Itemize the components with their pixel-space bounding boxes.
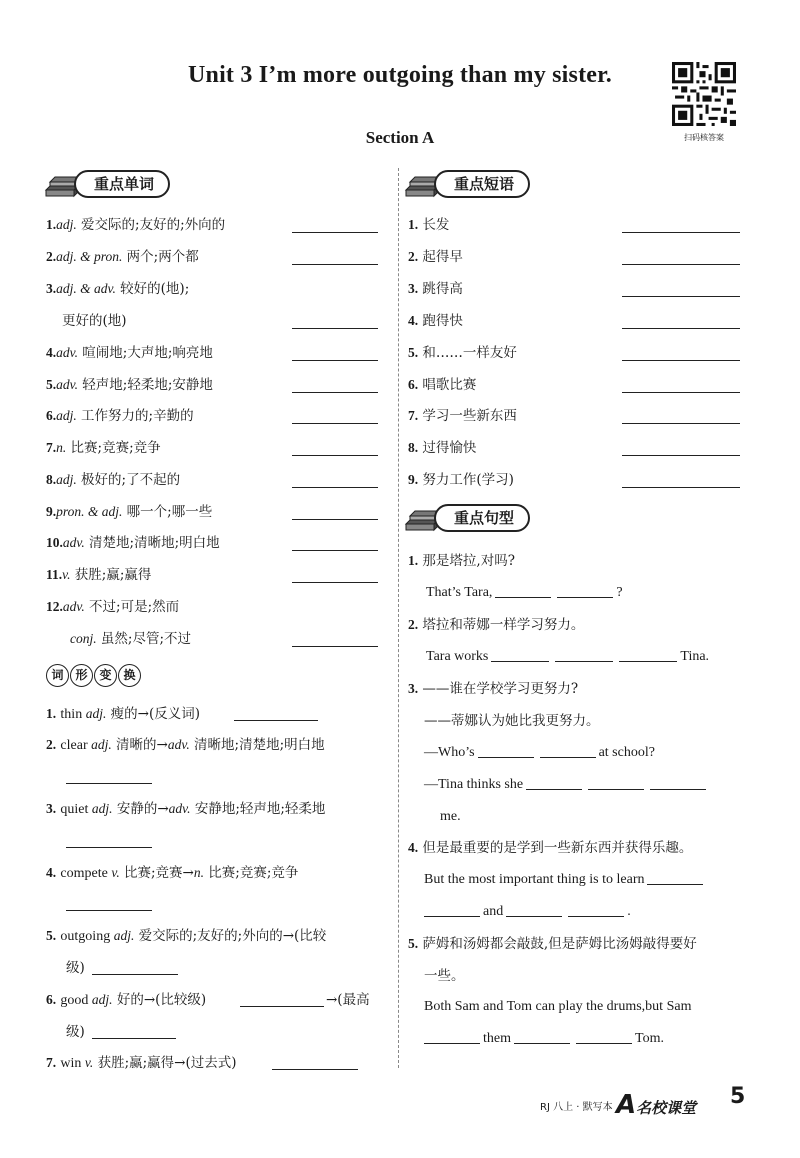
answer-blank[interactable]	[292, 646, 378, 647]
answer-blank[interactable]	[506, 902, 562, 917]
answer-blank[interactable]	[622, 360, 740, 361]
answer-blank[interactable]	[514, 1029, 570, 1044]
list-item: 2. 起得早	[408, 249, 463, 265]
answer-blank[interactable]	[647, 870, 703, 885]
list-item: 6. 唱歌比赛	[408, 377, 477, 393]
list-item: 9. 努力工作(学习)	[408, 472, 514, 488]
answer-blank[interactable]	[292, 232, 378, 233]
list-item: 更好的(地)	[62, 313, 127, 329]
list-item: That’s Tara, ?	[426, 585, 623, 600]
answer-blank[interactable]	[292, 519, 378, 520]
list-item: 2. 塔拉和蒂娜一样学习努力。	[408, 617, 585, 633]
answer-blank[interactable]	[292, 392, 378, 393]
list-item: 3. quiet adj. 安静的→adv. 安静地;轻声地;轻柔地	[46, 801, 326, 817]
list-item: 1. thin adj. 瘦的→(反义词)	[46, 706, 200, 722]
list-item: conj. 虽然;尽管;不过	[70, 631, 192, 647]
list-item: 4.adv. 喧闹地;大声地;响亮地	[46, 345, 213, 361]
answer-blank[interactable]	[92, 1038, 176, 1039]
list-item: and .	[424, 901, 631, 923]
answer-blank[interactable]	[292, 328, 378, 329]
answer-blank[interactable]	[66, 910, 152, 911]
answer-blank[interactable]	[619, 647, 677, 662]
list-item: But the most important thing is to learn	[424, 869, 706, 891]
list-item: 7. win v. 获胜;赢;赢得→(过去式)	[46, 1055, 237, 1071]
brand-logo: A名校课堂	[616, 1090, 697, 1120]
vocab-badge-label: 重点单词	[74, 170, 170, 198]
book-label: RJ 八上 · 默写本	[540, 1102, 613, 1113]
list-item: 10.adv. 清楚地;清晰地;明白地	[46, 535, 220, 551]
list-item: 6.adj. 工作努力的;辛勤的	[46, 408, 194, 424]
answer-blank[interactable]	[576, 1029, 632, 1044]
answer-blank[interactable]	[292, 487, 378, 488]
section-title: Section A	[365, 128, 435, 147]
list-item: 8.adj. 极好的;了不起的	[46, 472, 181, 488]
answer-blank[interactable]	[491, 647, 549, 662]
answer-blank[interactable]	[66, 847, 152, 848]
answer-blank[interactable]	[622, 264, 740, 265]
answer-blank[interactable]	[292, 582, 378, 583]
answer-blank[interactable]	[424, 902, 480, 917]
list-item: 2. clear adj. 清晰的→adv. 清晰地;清楚地;明白地	[46, 737, 325, 753]
answer-blank[interactable]	[622, 423, 740, 424]
phrases-badge-label: 重点短语	[434, 170, 530, 198]
answer-blank[interactable]	[292, 264, 378, 265]
answer-blank[interactable]	[622, 296, 740, 297]
list-item: 9.pron. & adj. 哪一个;哪一些	[46, 504, 213, 520]
page-number: 5	[730, 1084, 746, 1109]
list-item: 5. outgoing adj. 爱交际的;友好的;外向的→(比较	[46, 928, 327, 944]
sentences-badge-label: 重点句型	[434, 504, 530, 532]
list-item: 1. 那是塔拉,对吗?	[408, 553, 515, 569]
answer-blank[interactable]	[526, 775, 582, 790]
list-item: —Who’s at school?	[424, 745, 655, 760]
list-item: 4. 但是最重要的是学到一些新东西并获得乐趣。	[408, 840, 693, 856]
list-item: 1. 长发	[408, 217, 450, 233]
list-item: Tara works Tina.	[426, 649, 710, 664]
answer-blank[interactable]	[272, 1069, 358, 1070]
list-item: 8. 过得愉快	[408, 440, 477, 456]
answer-blank[interactable]	[568, 902, 624, 917]
list-item: —Tina thinks she	[424, 774, 709, 796]
list-item: 1.adj. 爱交际的;友好的;外向的	[46, 217, 226, 233]
list-item: →(最高	[326, 992, 370, 1008]
list-item: 2.adj. & pron. 两个;两个都	[46, 249, 199, 265]
list-item: 5.adv. 轻声地;轻柔地;安静地	[46, 377, 213, 393]
list-item: 5. 和……一样友好	[408, 345, 517, 361]
answer-blank[interactable]	[622, 232, 740, 233]
answer-blank[interactable]	[622, 328, 740, 329]
list-item: 级)	[66, 960, 85, 976]
answer-blank[interactable]	[622, 455, 740, 456]
qr-caption: 扫码核答案	[684, 133, 724, 142]
answer-blank[interactable]	[495, 583, 551, 598]
list-item: me.	[440, 809, 461, 824]
list-item: 一些。	[424, 968, 465, 984]
answer-blank[interactable]	[622, 487, 740, 488]
answer-blank[interactable]	[292, 360, 378, 361]
answer-blank[interactable]	[555, 647, 613, 662]
list-item: 5. 萨姆和汤姆都会敲鼓,但是萨姆比汤姆敲得要好	[408, 936, 697, 952]
answer-blank[interactable]	[478, 743, 534, 758]
list-item: 3.adj. & adv. 较好的(地);	[46, 281, 190, 297]
list-item: 3. ——谁在学校学习更努力?	[408, 681, 579, 697]
list-item: 级)	[66, 1024, 85, 1040]
list-item: 4. 跑得快	[408, 313, 463, 329]
list-item: 11.v. 获胜;赢;赢得	[46, 567, 152, 583]
answer-blank[interactable]	[557, 583, 613, 598]
list-item: 6. good adj. 好的→(比较级)	[46, 992, 207, 1008]
answer-blank[interactable]	[240, 1006, 324, 1007]
answer-blank[interactable]	[92, 974, 178, 975]
wordform-section-badge: 词 形 变 换	[46, 664, 142, 690]
answer-blank[interactable]	[292, 550, 378, 551]
answer-blank[interactable]	[650, 775, 706, 790]
list-item: 12.adv. 不过;可是;然而	[46, 599, 180, 615]
list-item: Both Sam and Tom can play the drums,but Sam	[424, 999, 692, 1014]
list-item: 3. 跳得高	[408, 281, 463, 297]
answer-blank[interactable]	[292, 455, 378, 456]
logo-a-icon: A	[616, 1090, 637, 1120]
list-item: them Tom.	[424, 1028, 664, 1050]
list-item: 4. compete v. 比赛;竞赛→n. 比赛;竞赛;竞争	[46, 865, 299, 881]
list-item: ——蒂娜认为她比我更努力。	[424, 713, 600, 729]
answer-blank[interactable]	[424, 1029, 480, 1044]
answer-blank[interactable]	[622, 392, 740, 393]
list-item: 7.n. 比赛;竞赛;竞争	[46, 440, 161, 456]
answer-blank[interactable]	[234, 720, 318, 721]
column-divider	[398, 168, 399, 1068]
answer-blank[interactable]	[540, 743, 596, 758]
answer-blank[interactable]	[588, 775, 644, 790]
answer-blank[interactable]	[292, 423, 378, 424]
answer-blank[interactable]	[66, 783, 152, 784]
qr-code-icon[interactable]	[672, 62, 736, 126]
page-title: Unit 3 I’m more outgoing than my sister.	[187, 62, 612, 88]
list-item: 7. 学习一些新东西	[408, 408, 517, 424]
